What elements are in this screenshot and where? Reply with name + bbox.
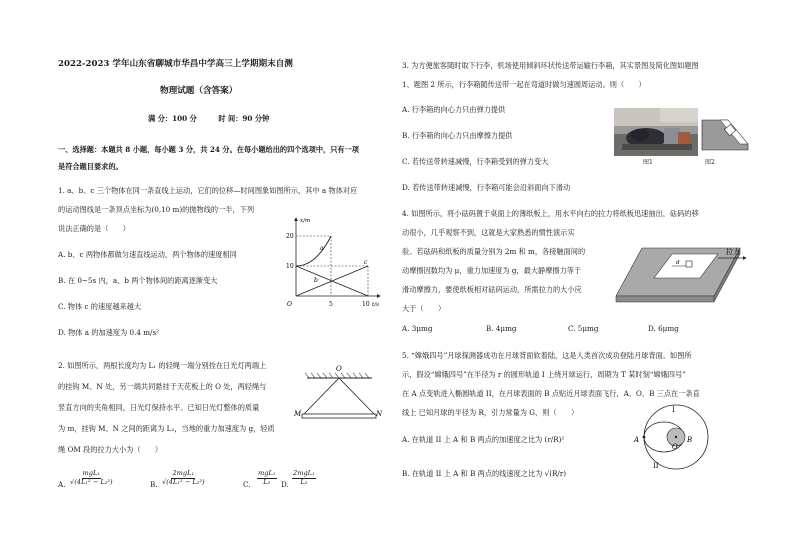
q2-option-d-formula: 2mgL₁ L₂ [293, 469, 315, 486]
q2-option-b-formula: 2mgL₁ √(4L₁² − L₂²) [162, 469, 205, 486]
q5-line1: 5. “嫦娥四号”月球探测器成功在月球背面软着陆，这是人类首次成功登陆月球背面。如图所 [402, 351, 692, 360]
q5-line3: 在 A 点变轨进入椭圆轨道 II，在月球表面的 B 点贴近月球表面飞行，A、O、B 三点在一条直 [402, 389, 700, 398]
y-tick-20: 20 [286, 233, 294, 240]
q4-option-a: A. 3μmg [402, 324, 433, 333]
q3-fig1-caption: 图1 [643, 159, 653, 166]
rope-on [339, 378, 374, 414]
x-tick-5: 5 [329, 301, 333, 308]
q1-line1: 1. a、b、c 三个物体在同一条直线上运动，它们的位移—时间图象如图所示，其中 a 物体对应 [58, 186, 358, 195]
point-n-label: N [376, 410, 383, 418]
distance-label: d [676, 260, 680, 266]
point-o-label: O [672, 443, 678, 451]
series-a-curve [296, 236, 331, 266]
q1-option-a: A. b、c 两物体都做匀速直线运动，两个物体的速度相同 [58, 250, 237, 259]
q3-incline-figure2 [700, 118, 750, 154]
q1-xt-graph [286, 216, 386, 308]
q2-option-d: D. [281, 480, 289, 489]
q2-line2: 的挂钩 M、N 处，另一端共同悬挂于天花板上的 O 处，两轻绳与 [58, 382, 267, 391]
q3-line2: 1、题图 2 所示，行李箱随传送带一起在弯道时做匀速圆周运动。则（ ） [402, 80, 646, 89]
q4-option-b: B. 4μmg [486, 324, 517, 333]
series-b-label: b [314, 277, 318, 284]
x-unit-label: t/s [372, 302, 379, 308]
q2-lamp-figure [292, 365, 387, 425]
q3-line1: 3. 为方便旅客随时取下行李，机场使用倾斜环状传送带运输行李箱，其实景图及简化图如题图 [402, 61, 699, 70]
q4-option-c: C. 5μmg [568, 324, 599, 333]
y-tick-10: 10 [286, 263, 294, 270]
y-unit-label: x/m [300, 218, 311, 224]
point-m-label: M [294, 410, 302, 418]
weight-block [686, 261, 692, 267]
section-heading: 一、选择题：本题共 8 小题，每小题 3 分，共 24 分。在每小题给出的四个选项中，只有一项 [58, 145, 359, 154]
point-o-label: O [336, 365, 342, 373]
q2-line5: 绳 OM 段的拉力大小为（ ） [58, 445, 163, 454]
q1-option-d: D. 物体 a 的加速度为 0.4 m/s² [58, 328, 160, 337]
q5-line4: 线上 已知月球的半径为 R，引力常量为 G，则（ ） [402, 408, 579, 417]
q3-option-d: D. 若传送带转速减慢，行李箱可能会沿斜面向下滑动 [402, 183, 571, 192]
x-tick-10: 10 [362, 301, 370, 308]
orbit-II-label: II [653, 462, 659, 470]
exam-title: 2022-2023 学年山东省聊城市华昌中学高三上学期期末自测 [58, 59, 293, 69]
orbit-I-label: I [672, 406, 675, 414]
q2-option-c-formula: mgL₁ L₂ [258, 469, 276, 486]
series-c-label: c [364, 259, 368, 266]
rope-om [304, 378, 339, 414]
q1-line2: 的运动图线是一条顶点坐标为(0,10 m)的抛物线的一半，下列 [58, 205, 255, 214]
q2-line3: 竖直方向的夹角相同，日光灯保持水平。已知日光灯整体的质量 [58, 403, 260, 412]
q2-option-c: C. [243, 480, 251, 489]
fluorescent-lamp [302, 414, 376, 418]
q4-paper-weight-figure [614, 240, 752, 310]
q2-line4: 为 m，挂钩 M、N 之间的距离为 L₂，当地的重力加速度为 g，轻质 [58, 424, 275, 433]
q1-option-b: B. 在 0~5s 内，a、b 两个物体间的距离逐渐变大 [58, 276, 218, 285]
q3-fig2-caption: 图2 [705, 159, 715, 166]
q3-option-c: C. 若传送带转速减慢，行李箱受到的弹力变大 [402, 157, 549, 166]
section-heading-cont: 是符合题目要求的。 [58, 162, 123, 171]
q3-option-a: A. 行李箱的向心力只由弹力提供 [402, 105, 506, 114]
q4-line6: 大于（ ） [402, 304, 446, 313]
q4-line3: 验。若砝码和纸板的质量分别为 2m 和 m，各接触面间的 [402, 247, 586, 256]
q4-option-d: D. 6μmg [648, 324, 679, 333]
point-b-label: B [687, 436, 693, 444]
point-a-label: A [634, 436, 640, 444]
q5-line2: 示，假设“嫦娥四号”在半径为 r 的圆形轨道 I 上绕月球运行，周期为 T 某时刻“嫦娥四号” [402, 370, 686, 379]
q3-photo-figure1 [614, 108, 698, 156]
q4-line5: 滑动摩擦力，要使纸板相对砝码运动，所需拉力的大小应 [402, 285, 582, 294]
q1-line3: 说法正确的是（ ） [58, 224, 130, 233]
q5-option-b: B. 在轨道 II 上 A 和 B 两点的线速度之比为 √(R/r) [402, 469, 567, 478]
origin-label: O [287, 301, 292, 308]
q1-option-c: C. 物体 c 的速度越来越大 [58, 302, 142, 311]
exam-subtitle: 物理试题（含答案） [160, 86, 238, 96]
q4-line1: 4. 如图所示，将小砝码置于桌面上的薄纸板上，用水平向右的拉力将纸板迅速抽出，砝码的移 [402, 209, 699, 218]
q2-line1: 2. 如图所示，两根长度均为 L₁ 的轻绳一端分别拴在日光灯两端上 [58, 361, 267, 370]
q5-option-a: A. 在轨道 II 上 A 和 B 两点的加速度之比为 (r/R)² [402, 435, 565, 444]
q2-option-a-formula: mgL₁ √(4L₁² − L₂²) [70, 469, 113, 486]
q3-option-b: B. 行李箱的向心力只由摩擦力提供 [402, 131, 513, 140]
exam-meta: 满 分：100 分 时 间：90 分钟 [148, 114, 270, 123]
q2-option-a: A. [58, 480, 66, 489]
series-a-label: a [320, 245, 324, 252]
q4-line2: 动很小，几乎观察不到，这就是大家熟悉的惯性演示实 [402, 228, 575, 237]
pull-label: 拉力 [726, 248, 740, 256]
q5-orbit-figure [620, 402, 718, 472]
q2-option-b: B. [150, 480, 158, 489]
q4-line4: 动摩擦因数均为 μ，重力加速度为 g，最大静摩擦力等于 [402, 266, 582, 275]
